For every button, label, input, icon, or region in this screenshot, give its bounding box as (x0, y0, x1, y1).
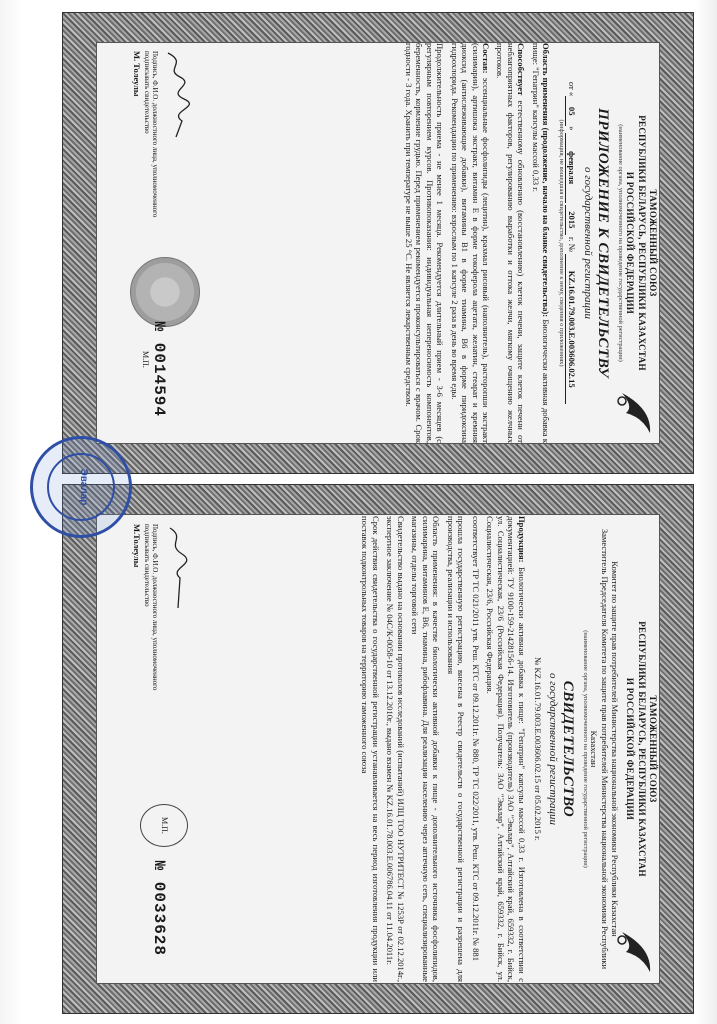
union-title: ТАМОЖЕННЫЙ СОЮЗ РЕСПУБЛИКИ БЕЛАРУСЬ, РЕСПУБЛИКИ КАЗАХСТАН И РОССИЙСКОЙ ФЕДЕРАЦИИ (625, 115, 658, 371)
official-seal-icon (130, 257, 200, 327)
authority-hint: (наименование органа, уполномоченного на проведение государственной регистрации) (581, 630, 589, 868)
certificate-body: Продукция: Биологически активная добавка к пище: "Гепатрин" капсулы массой 0,33 г. Изготовлена в соответствии с документацией: ТУ 9100-159-21428156-14. Изготовитель (производитель) ЗАО "Эвалар", Алтайский край, 659332, г. Бийск, ул. Социалистическая, 23/6 (Российская Федерация). Получатель: ЗАО "Эвалар", Алтайский край, 659332, г. Бийск, ул. Социалистическая, 23/6, Российская Федерация. соответствует ТР ТС 021/2011 утв. Реш. КТС от 09.12.2011г. № 880, ТР ТС 022/2011, утв. Реш. КТС от 09.12.2011г. № 881 прошла государственную регистрацию, внесена в Реестр свидетельств о государственной регистрации и разрешена для производства, реализации и использования Область применения: в качестве биологически активной добавки к пище - дополнительного источника фосфолипидов, силимарина, витаминов Е, В6, тиамина, рибофлавина. Для реализации населению через аптечную сеть, специализированные магазины, отделы торговой сети Свидетельство выдано на основании протоколов исследований (испытаний) ИЛЦ ТОО НУТРИТЕСТ № 1253Р от 02.12.2014г., экспертное заключение № 04С/К-0058-10 от 13.12.2010г., выдано взамен № KZ.16.01.78.003.E.006786.04.11 от 11.04.2011г. Срок действия свидетельства о государственной регистрации устанавливается на весь период изготовления продукции или поставок подконтрольных товаров на территорию таможенного союза (360, 516, 527, 982)
date-line: от «05» февраля 2015 г. № KZ.16.01.79.003.E.003606.02.15 (565, 43, 576, 443)
signature-block: Подпись, Ф.И.О. должностного лица, уполномоченного подписывать свидетельство М. Толеулы (132, 51, 190, 221)
sheet-paper (96, 42, 660, 444)
certificate-subheading: о государственной регистрации (546, 673, 559, 825)
issuing-deputy: Заместитель Председателя Комитета по защите прав потребителей Министерства национальной экономики Республики Казахстан (589, 528, 610, 970)
registration-certificate-sheet (62, 484, 694, 1014)
mp-label: М.П. (140, 804, 188, 847)
customs-union-emblem-icon (616, 389, 656, 437)
issuing-committee: Комитет по защите прав потребителей Министерства национальной экономики Республики Казахстан (610, 561, 621, 937)
sheet-paper (96, 514, 660, 984)
blank-serial-number: № 0033628 (149, 860, 168, 956)
certificate-appendix-sheet (62, 12, 694, 474)
footnote: (информация, не вошедшая в свидетельство, дополнение к нему, сведения о приложениях) (558, 119, 566, 367)
handwritten-signature-icon (162, 51, 190, 141)
signature-block: Подпись, Ф.И.О. должностного лица, уполномоченного подписывать свидетельство М.Толеулы (132, 524, 190, 694)
appendix-heading: ПРИЛОЖЕНИЕ К СВИДЕТЕЛЬСТВУ (595, 108, 612, 378)
handwritten-signature-icon (162, 524, 190, 614)
appendix-body: Область применения (продолжение, начало на бланке свидетельства): Биологически активная добавка к пище: "Гепатрин" капсулы массой 0,33 г. Способствует естественному обновлению (восстановлению) клеток печени, защите клеток печени от неблагоприятных факторов, регулированию выработки и оттока желчи, мягкому очищению желчных протоков. Состав: эссенциальные фосфолипиды (лецитин), крахмал рисовый (наполнитель), расторопши экстракт (силимарин), артишока экстракт, витамин Е в форме токоферола ацетата, желатин, стеарат и кремния диоксид (антислеживающие добавки), витамины В1 в форме тиамина, В6 в форме пиридоксина гидрохлорида. Рекомендации по применению: взрослым по 1 капсуле 2 раза в день во время еды. Продолжительность приема - не менее 1 месяца. Рекомендуется длительный прием - 3-6 месяцев (с регулярным повторением курсов. Противопоказания: индивидуальная непереносимость компонентов, беременность, кормление грудью. Перед применением рекомендуется проконсультироваться с врачом. Срок годности - 3 года. Хранить при температуре не выше 25 °С. Не является лекарственным средством. (403, 43, 552, 443)
appendix-footer (102, 51, 220, 435)
company-stamp-icon: Эвалар (30, 436, 132, 538)
appendix-subheading: о государственной регистрации (582, 167, 595, 319)
customs-union-emblem-icon (616, 928, 656, 976)
authority-hint: (наименование органа, уполномоченного на проведение государственной регистрации) (617, 124, 625, 362)
blank-serial-number: № 0014594 (149, 321, 168, 417)
certificate-footer (102, 524, 220, 974)
certificate-number-line: № KZ.16.01.79.003.E.003606.02.15 от 05.02.2015 г. (533, 657, 544, 841)
union-title: ТАМОЖЕННЫЙ СОЮЗ РЕСПУБЛИКИ БЕЛАРУСЬ, РЕСПУБЛИКИ КАЗАХСТАН И РОССИЙСКОЙ ФЕДЕРАЦИИ (625, 621, 658, 877)
certificate-heading: СВИДЕТЕЛЬСТВО (559, 680, 576, 818)
mp-label: М.П. (140, 351, 150, 368)
